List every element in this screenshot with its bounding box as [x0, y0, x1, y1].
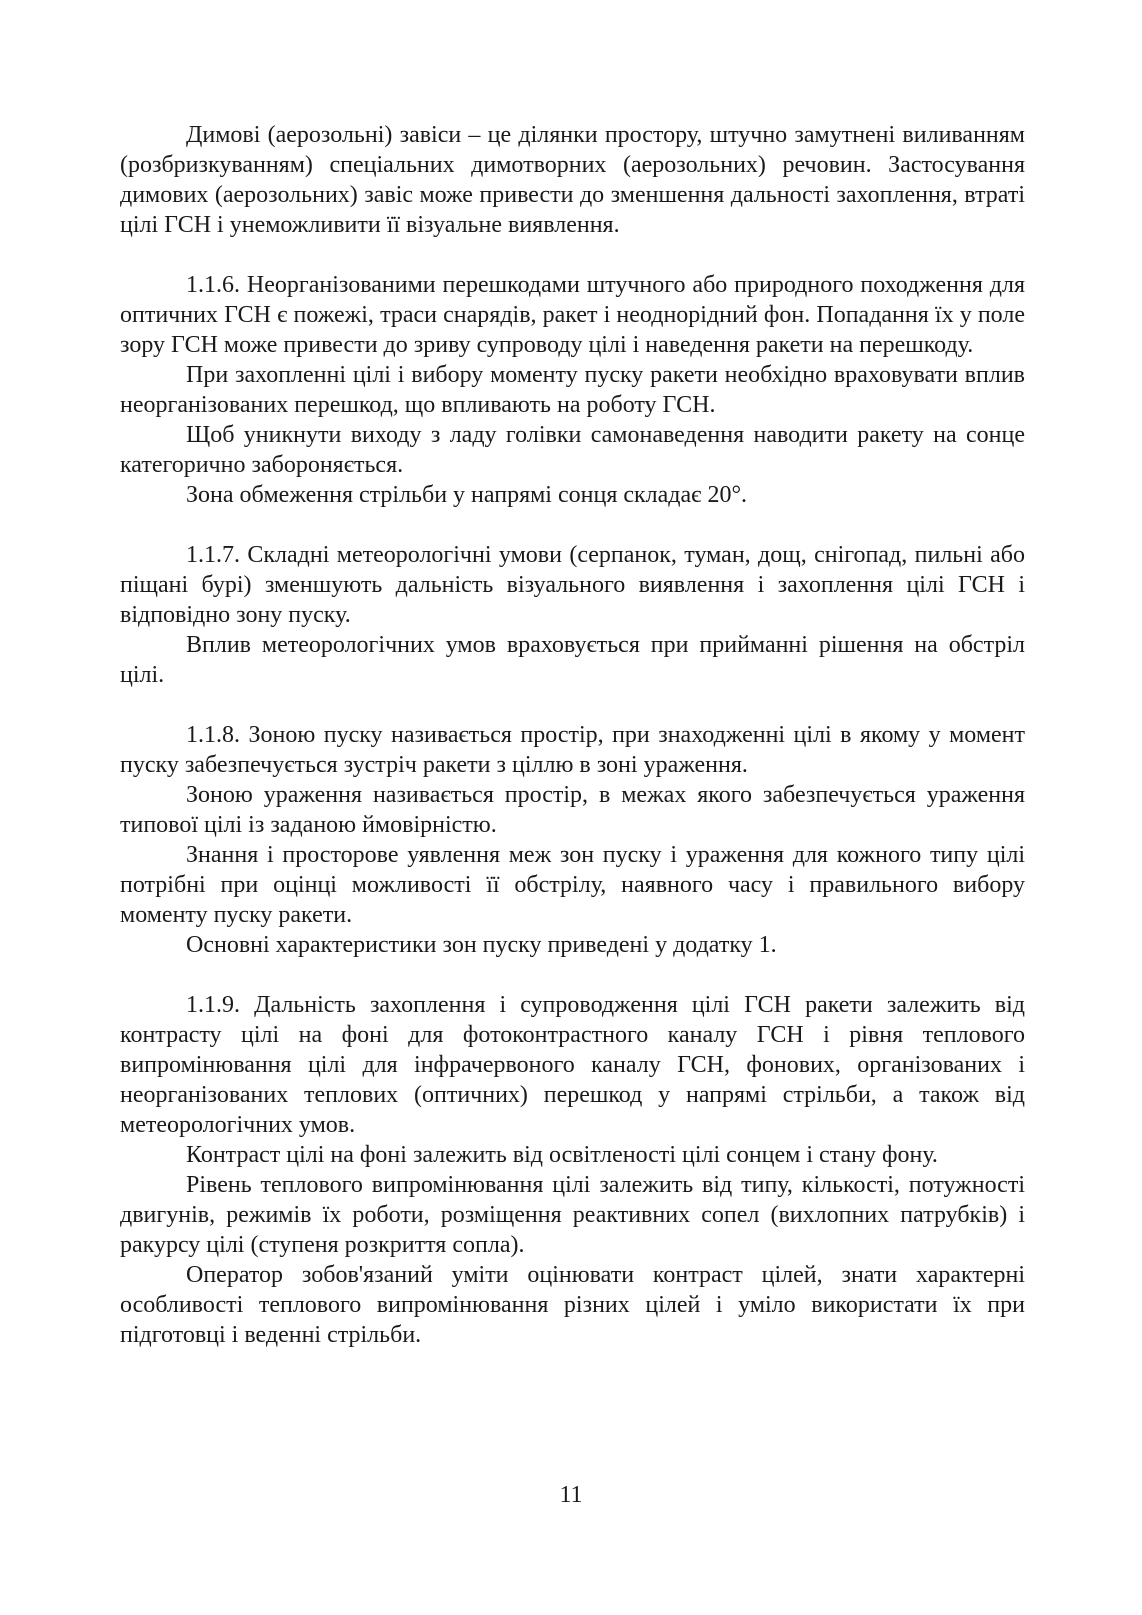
paragraph: Зона обмеження стрільби у напрямі сонця складає 20°. — [186, 482, 748, 508]
paragraph: 1.1.9. Дальність захоплення і супроводження цілі ГСН ракети залежить від контрасту цілі на фоні для фотоконтрастного каналу ГСН і рівня теплового випромінювання цілі для інфрачервоного каналу ГСН, фонових, організованих і неорганізованих теплових (оптичних) перешкод у напрямі стрільби, а також від метеорологічних умов. — [120, 992, 1025, 1138]
document-body — [120, 120, 1025, 1350]
section-1-1-6 — [120, 270, 1025, 510]
paragraph: Знання і просторове уявлення меж зон пуску і ураження для кожного типу цілі потрібні при оцінці можливості її обстрілу, наявного часу і правильного вибору моменту пуску ракети. — [120, 842, 1025, 928]
paragraph: 1.1.7. Складні метеорологічні умови (серпанок, туман, дощ, снігопад, пильні або піщані бурі) зменшують дальність візуального виявлення і захоплення цілі ГСН і відповідно зону пуску. — [120, 542, 1025, 628]
section-1-1-7 — [120, 540, 1025, 690]
paragraph: При захопленні цілі і вибору моменту пуску ракети необхідно враховувати вплив неорганізованих перешкод, що впливають на роботу ГСН. — [120, 362, 1025, 418]
paragraph: Щоб уникнути виходу з ладу голівки самонаведення наводити ракету на сонце категорично забороняється. — [120, 422, 1025, 478]
paragraph: Оператор зобов'язаний уміти оцінювати контраст цілей, знати характерні особливості теплового випромінювання різних цілей і уміло використати їх при підготовці і веденні стрільби. — [120, 1262, 1025, 1348]
page-number: 11 — [559, 1482, 583, 1508]
paragraph: Рівень теплового випромінювання цілі залежить від типу, кількості, потужності двигунів, режимів їх роботи, розміщення реактивних сопел (вихлопних патрубків) і ракурсу цілі (ступеня розкриття сопла). — [120, 1172, 1025, 1258]
section-1-1-8 — [120, 720, 1025, 960]
paragraph: Контраст цілі на фоні залежить від освітленості цілі сонцем і стану фону. — [186, 1142, 938, 1168]
paragraph: 1.1.8. Зоною пуску називається простір, при знаходженні цілі в якому у момент пуску забезпечується зустріч ракети з ціллю в зоні ураження. — [120, 722, 1025, 778]
paragraph: Зоною ураження називається простір, в межах якого забезпечується ураження типової цілі із заданою ймовірністю. — [120, 782, 1025, 838]
paragraph: Вплив метеорологічних умов враховується при прийманні рішення на обстріл цілі. — [120, 632, 1025, 688]
paragraph: Димові (аерозольні) завіси – це ділянки простору, штучно замутнені виливанням (розбризкуванням) спеціальних димотворних (аерозольних) речовин. Застосування димових (аерозольних) завіс може привести до зменшення дальності захоплення, втраті цілі ГСН і унеможливити її візуальне виявлення. — [120, 122, 1025, 238]
paragraph: 1.1.6. Неорганізованими перешкодами штучного або природного походження для оптичних ГСН є пожежі, траси снарядів, ракет і неоднорідний фон. Попадання їх у поле зору ГСН може привести до зриву супроводу цілі і наведення ракети на перешкоду. — [120, 272, 1025, 358]
section-smoke-screens — [120, 120, 1025, 240]
paragraph: Основні характеристики зон пуску приведені у додатку 1. — [186, 932, 777, 958]
section-1-1-9 — [120, 990, 1025, 1350]
